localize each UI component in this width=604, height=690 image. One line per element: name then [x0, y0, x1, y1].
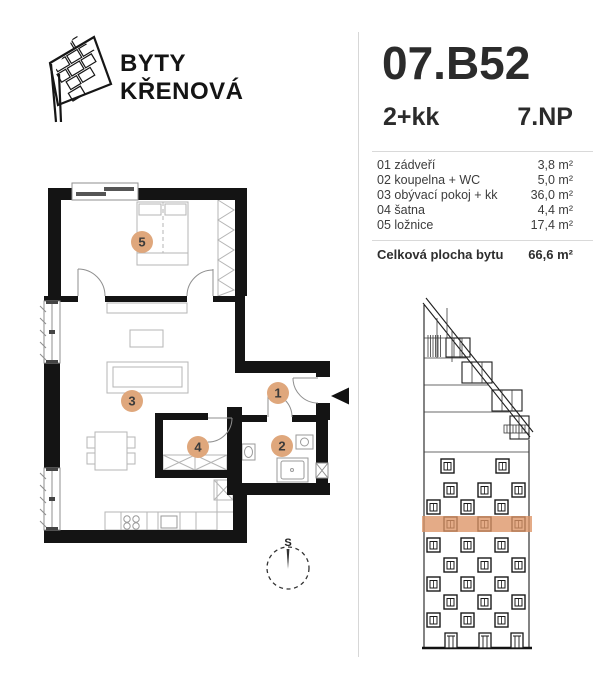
room-3-marker [121, 390, 143, 412]
room-row-4 [377, 203, 573, 218]
room-label: 05 ložnice [377, 217, 434, 232]
compass-icon [267, 537, 309, 589]
living-window-upper [40, 301, 60, 363]
total-area: 66,6 m² [528, 247, 573, 262]
room-label: 04 šatna [377, 202, 425, 217]
svg-text:3: 3 [128, 393, 136, 409]
unit-layout: 2+kk [383, 103, 440, 131]
elevation-windows [427, 459, 525, 627]
entrance-door [293, 378, 318, 403]
sideboard [107, 303, 187, 313]
floor-plan [36, 175, 354, 620]
room-row-2 [377, 173, 573, 188]
plan-walls [44, 188, 330, 543]
vertical-divider [358, 32, 359, 657]
highlighted-floor-band [422, 516, 532, 532]
living-window-lower [40, 468, 60, 530]
logo-text-line2: KŘENOVÁ [120, 78, 244, 105]
coffee-table [130, 330, 163, 347]
building-elevation [418, 292, 538, 654]
total-label: Celková plocha bytu [377, 247, 504, 262]
rule-total [372, 240, 593, 241]
balcony-door [72, 183, 138, 200]
logo [30, 22, 280, 137]
entrance-arrow-icon [331, 388, 349, 405]
room-list [377, 158, 573, 233]
svg-text:2: 2 [278, 438, 286, 454]
room-area: 5,0 m² [537, 172, 573, 187]
room-area: 36,0 m² [530, 187, 573, 202]
unit-number: 07.B52 [382, 37, 531, 89]
rule-top [372, 151, 593, 152]
elevation-doors [445, 633, 523, 648]
sink [242, 444, 255, 460]
dining-table [87, 432, 135, 470]
svg-text:1: 1 [274, 385, 282, 401]
room-label: 01 zádveří [377, 158, 436, 172]
room-row-1 [377, 158, 573, 173]
room-2-marker [271, 435, 293, 457]
bedroom-door-left [78, 269, 105, 296]
room-area: 3,8 m² [537, 158, 573, 172]
room-row-5 [377, 218, 573, 233]
bedroom-door-right [187, 269, 213, 296]
bedroom-wardrobe [218, 200, 234, 296]
svg-text:5: 5 [138, 234, 146, 250]
room-label: 02 koupelna + WC [377, 172, 481, 187]
bathroom-vent-window [316, 463, 328, 478]
total-row [377, 247, 573, 262]
compass-north-label: S [284, 537, 292, 549]
shower [277, 458, 308, 482]
svg-text:4: 4 [194, 439, 202, 455]
logo-text-line1: BYTY [120, 50, 187, 77]
logo-mark [46, 32, 113, 122]
kitchen-counter [105, 480, 233, 530]
room-row-3 [377, 188, 573, 203]
washing-machine [296, 435, 313, 449]
unit-floor: 7.NP [517, 103, 573, 131]
room-5-marker [131, 231, 153, 253]
room-4-marker [187, 436, 209, 458]
couch [107, 362, 188, 393]
elevation-terraces [424, 308, 529, 452]
room-area: 4,4 m² [537, 202, 573, 217]
room-1-marker [267, 382, 289, 404]
room-area: 17,4 m² [530, 217, 573, 232]
room-label: 03 obývací pokoj + kk [377, 187, 498, 202]
